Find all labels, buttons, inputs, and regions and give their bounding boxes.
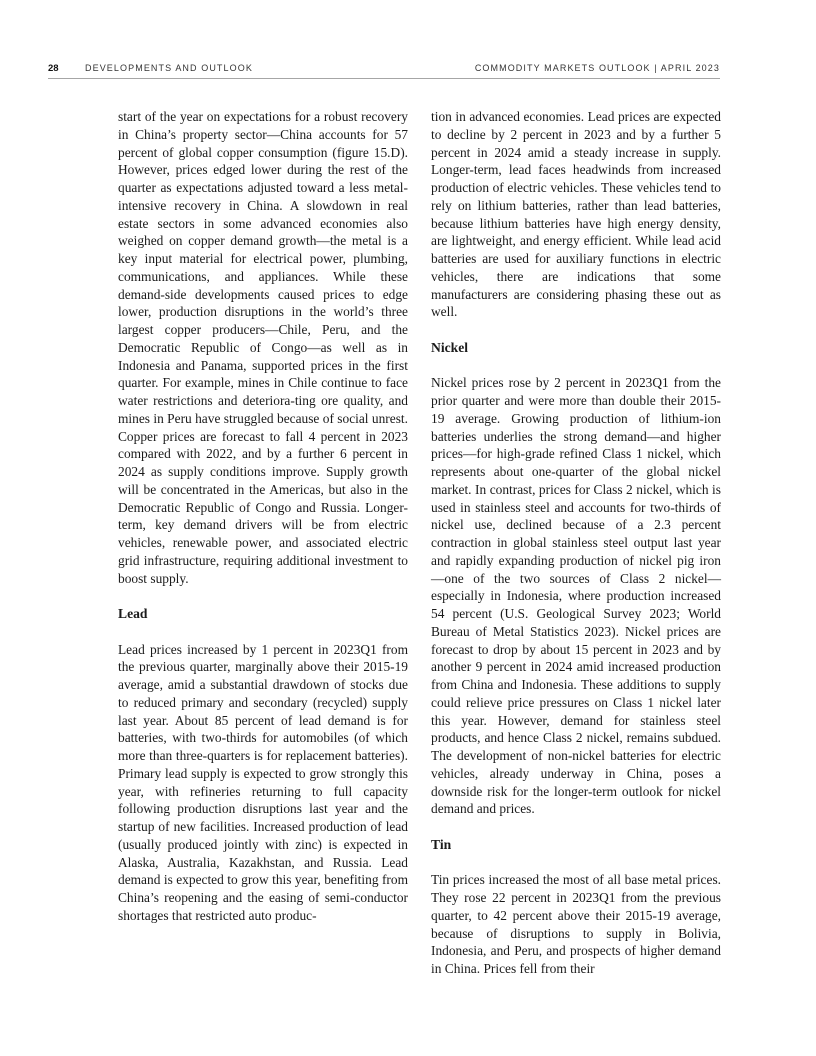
nickel-paragraph: Nickel prices rose by 2 percent in 2023Q1 from the prior quarter and were more than double their 2015-19 average. Growing production of lithium-ion batteries underlies the strong demand—and higher prices—for high-grade refined Class 1 nickel, which represents about one-quarter of the global nickel market. In contrast, prices for Class 2 nickel, which is used in stainless steel and accounts for two-thirds of nickel use, declined because of a 2.3 percent contraction in global stainless steel output last year and rapidly expanding production of nickel pig iron—one of the two sources of Class 2 nickel—especially in Indonesia, where production increased 54 percent (U.S. Geological Survey 2023; World Bureau of Metal Statistics 2023). Nickel prices are forecast to drop by about 15 percent in 2023 and by another 9 percent in 2024 amid increased production from China and Indonesia. These additions to supply could relieve price pressures on Class 1 nickel later this year. However, demand for stainless steel products, and hence Class 2 nickel, remains subdued. The development of non-nickel batteries for electric vehicles, already underway in China, poses a downside risk for the longer-term outlook for nickel demand and prices. <box>431 375 721 817</box>
publication-title: COMMODITY MARKETS OUTLOOK | APRIL 2023 <box>474 63 720 73</box>
nickel-heading: Nickel <box>431 339 468 355</box>
lead-paragraph: Lead prices increased by 1 percent in 2023Q1 from the previous quarter, marginally above their 2015-19 average, amid a substantial drawdown of stocks due to reduced primary and secondary (recycled) supply last year. About 85 percent of lead demand is for batteries, with two-thirds for automobiles (of which more than three-quarters is for replacement batteries). Primary lead supply is expected to grow strongly this year, with refineries returning to full capacity following production disruptions last year and the startup of new facilities. Increased production of lead (usually produced jointly with zinc) is expected in Alaska, Australia, Kazakhstan, and Russia. Lead demand is expected to grow this year, benefiting from China’s reopening and the easing of semi-conductor shortages that restricted auto produc- <box>118 641 408 923</box>
spacer <box>431 321 721 339</box>
tin-paragraph: Tin prices increased the most of all base metal prices. They rose 22 percent in 2023Q1 from the previous quarter, to 42 percent above their 2015-19 average, because of disruptions to supply in Bolivia, Indonesia, and Peru, and prospects of higher demand in China. Prices fell from their <box>431 872 721 976</box>
spacer <box>431 854 721 872</box>
section-title: DEVELOPMENTS AND OUTLOOK <box>85 63 253 73</box>
left-column <box>118 108 408 925</box>
tin-heading: Tin <box>431 836 452 852</box>
copper-paragraph-continued: start of the year on expectations for a robust recovery in China’s property sector—China accounts for 57 percent of global copper consumption (figure 15.D). However, prices edged lower during the rest of the quarter as expectations adjusted toward a less metal-intensive recovery in China. A slowdown in real estate sectors in some advanced economies also weighed on copper demand growth—the metal is a key input material for electrical power, plumbing, communications, and appliances. While these demand-side developments caused prices to edge lower, production disruptions in the world’s three largest copper producers—Chile, Peru, and the Democratic Republic of Congo—as well as in Indonesia and Panama, supported prices in the first quarter. For example, mines in Chile continue to face water restrictions and deteriora-ting ore quality, and mines in Peru have struggled because of social unrest. Copper prices are forecast to fall 4 percent in 2023 compared with 2022, and by a further 6 percent in 2024 as supply conditions improve. Supply growth will be concentrated in the Americas, but also in the Democratic Republic of Congo and Russia. Longer-term, key demand drivers will be from electric vehicles, renewable power, and associated electric grid infrastructure, requiring additional investment to boost supply. <box>118 109 408 586</box>
spacer <box>431 357 721 375</box>
spacer <box>118 623 408 641</box>
page-number: 28 <box>48 63 59 74</box>
right-column <box>431 108 721 978</box>
running-header <box>48 62 720 79</box>
spacer <box>431 818 721 836</box>
lead-paragraph-continued: tion in advanced economies. Lead prices are expected to decline by 2 percent in 2023 and by a further 5 percent in 2024 amid a steady increase in supply. Longer-term, lead faces headwinds from increased production of electric vehicles. These vehicles tend to rely on lithium batteries, rather than lead batteries, because lithium batteries have high energy density, are lightweight, and energy efficient. While lead acid batteries are used for auxiliary functions in electric vehicles, there are indications that some manufacturers are considering phasing these out as well. <box>431 109 721 320</box>
spacer <box>118 587 408 605</box>
lead-heading: Lead <box>118 606 148 621</box>
